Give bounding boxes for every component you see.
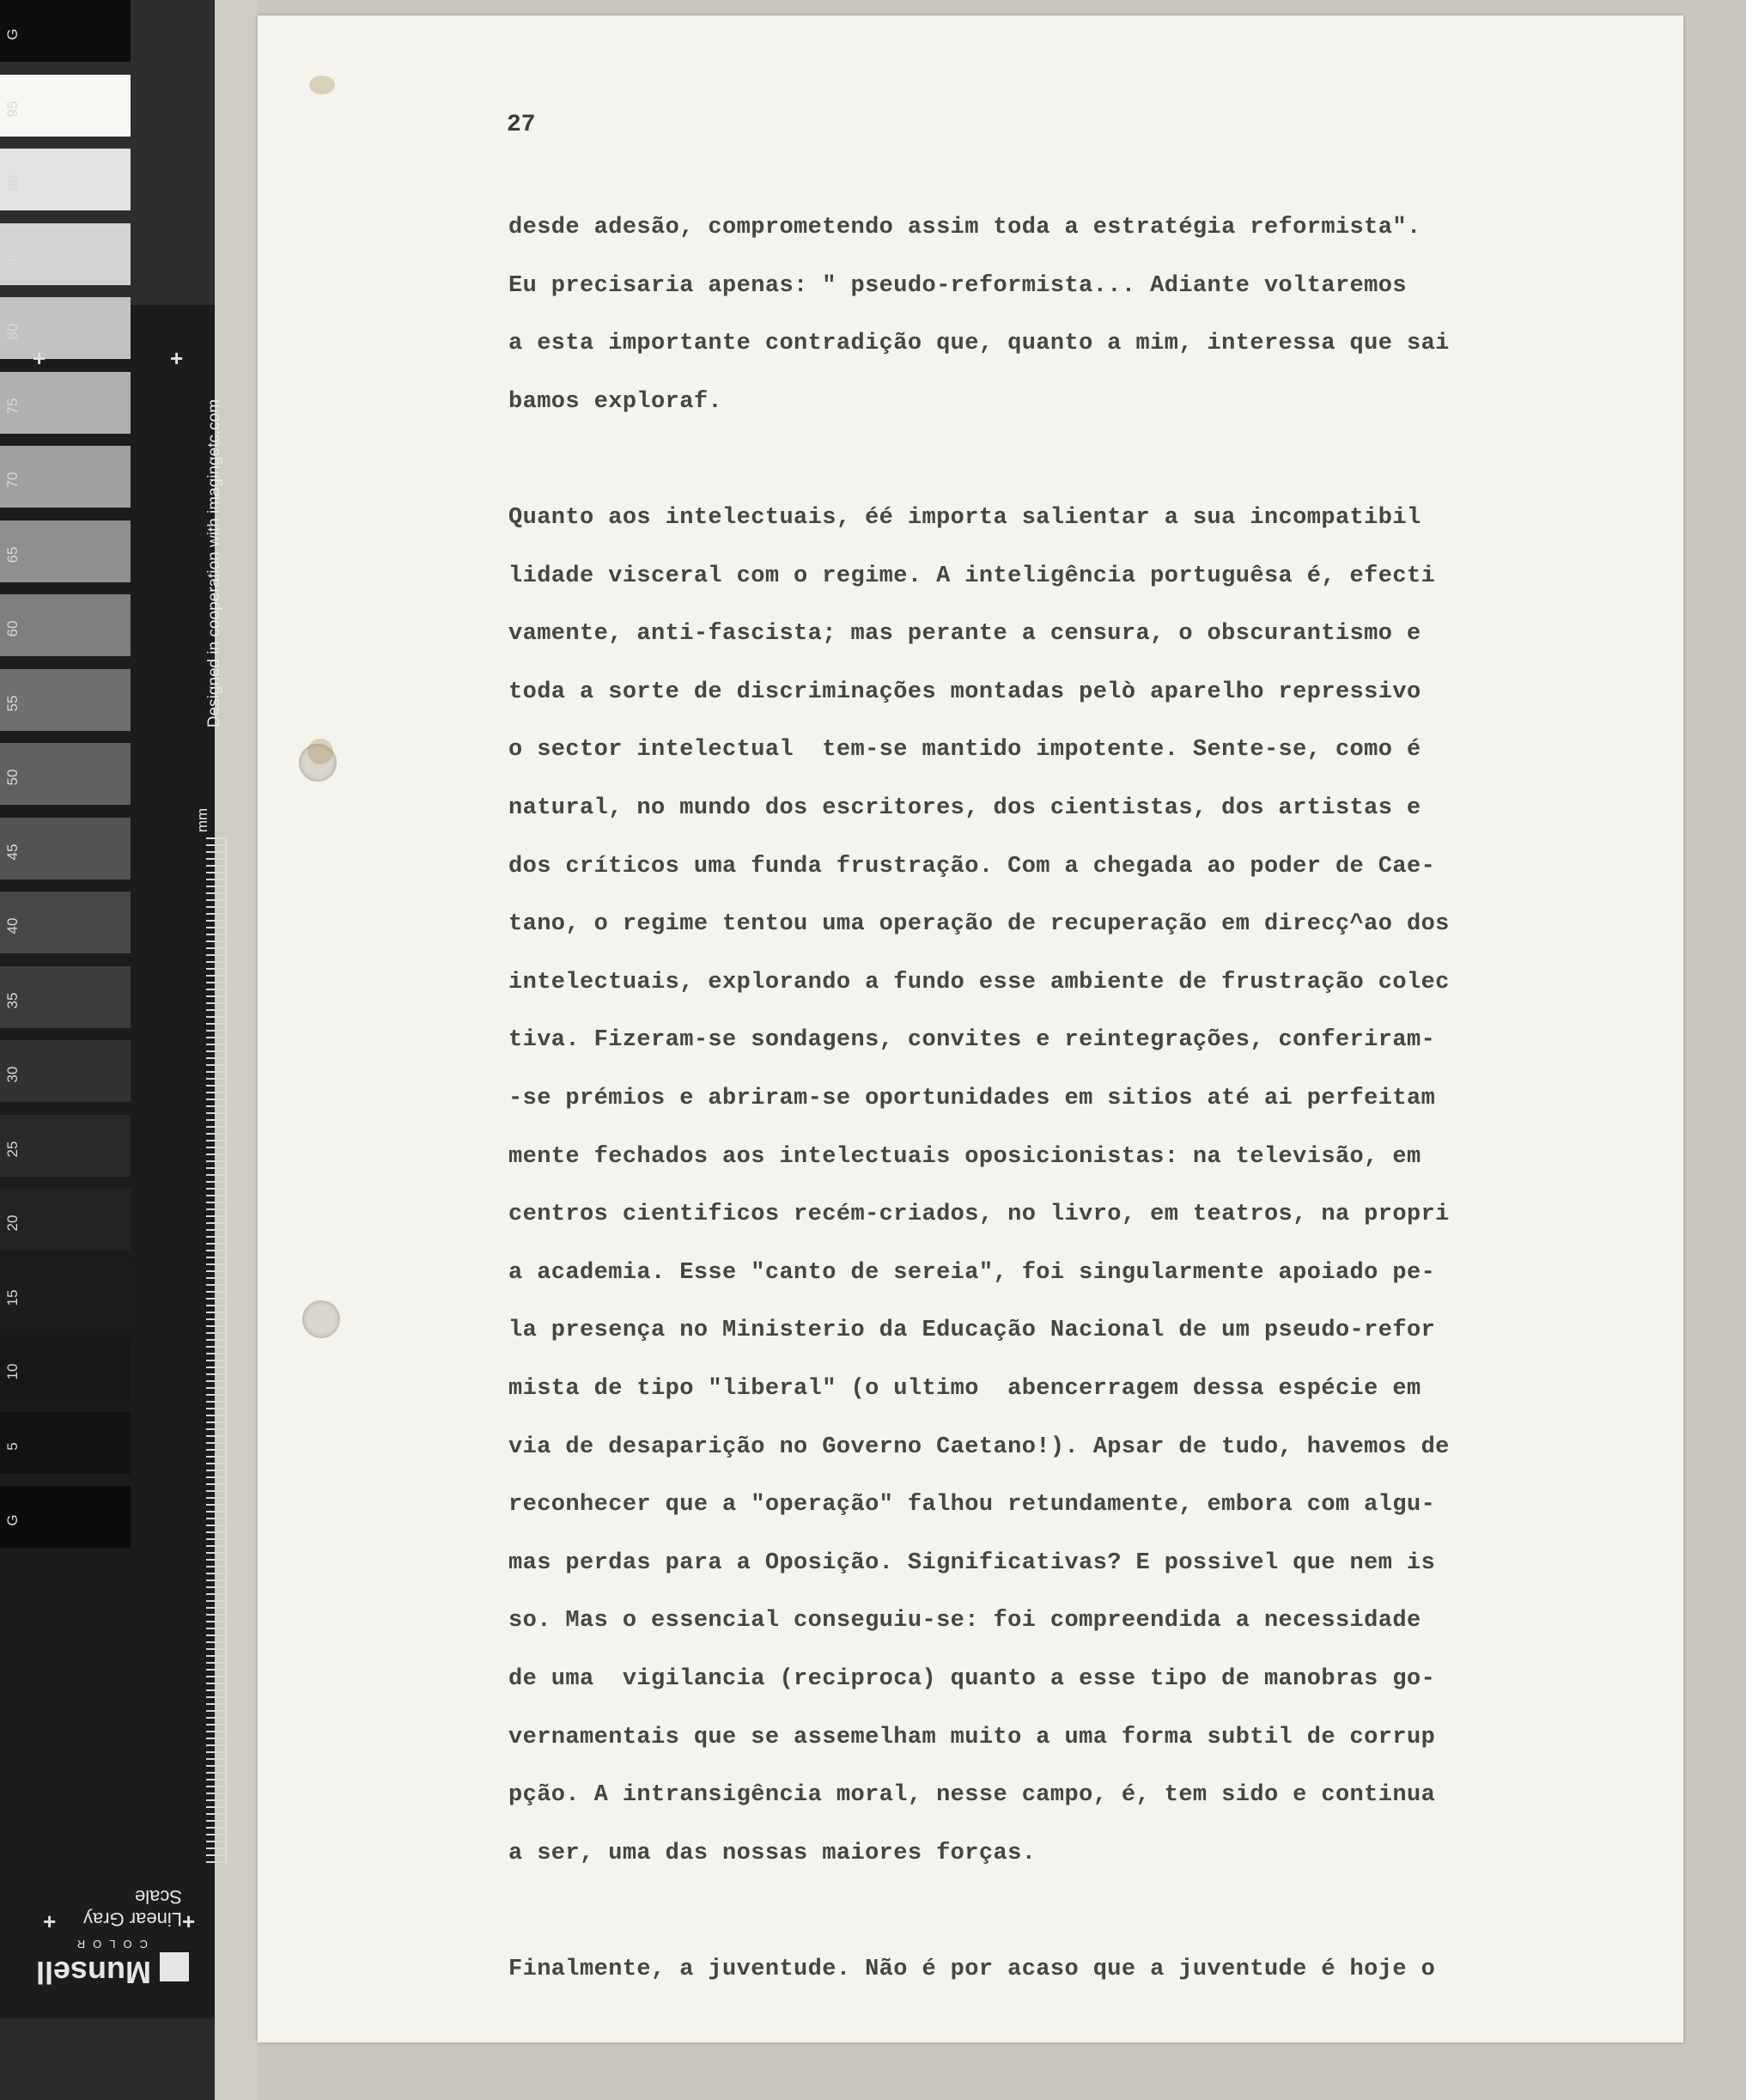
designed-in-cooperation-text: Designed in cooperation with imagingetc.com <box>205 399 223 728</box>
text-line: a academia. Esse "canto de sereia", foi singularmente apoiado pe- <box>508 1259 1436 1286</box>
paper-stain <box>307 739 333 764</box>
gray-scale-number: 20 <box>4 1214 21 1232</box>
gray-scale-number: 45 <box>4 843 21 860</box>
linear-gray-scale-title: Linear Gray Scale <box>83 1886 182 1930</box>
gray-scale-number: 30 <box>4 1066 21 1083</box>
mm-ruler-ticks <box>206 837 225 1864</box>
text-line: bamos exploraf. <box>508 388 723 415</box>
plus-mark-top-right: + <box>170 345 184 371</box>
gray-scale-number: 95 <box>4 100 21 117</box>
text-line: mista de tipo "liberal" (o ultimo abencerragem dessa espécie em <box>508 1376 1421 1402</box>
punch-hole-bottom <box>302 1300 340 1338</box>
munsell-brand-name: Munsell <box>35 1955 151 1990</box>
gray-scale-number: 80 <box>4 323 21 340</box>
text-line: so. Mas o essencial conseguiu-se: foi compreendida a necessidade <box>508 1608 1421 1634</box>
gray-scale-number: 10 <box>4 1363 21 1380</box>
text-line: o sector intelectual tem-se mantido impotente. Sente-se, como é <box>508 737 1421 764</box>
text-line: Quanto aos intelectuais, éé importa salientar a sua incompatibil <box>508 505 1421 531</box>
text-line: centros cientificos recém-criados, no livro, em teatros, na propri <box>508 1202 1450 1228</box>
text-line: de uma vigilancia (reciproca) quanto a esse tipo de manobras go- <box>508 1666 1436 1692</box>
gray-scale-number: 75 <box>4 398 21 414</box>
plus-mark-bottom-left: + <box>43 1908 57 1934</box>
text-line: dos críticos uma funda frustração. Com a chegada ao poder de Cae- <box>508 853 1436 880</box>
text-line: a esta importante contradição que, quanto a mim, interessa que sai <box>508 331 1450 357</box>
gray-scale-number: 35 <box>4 992 21 1008</box>
text-line: Eu precisaria apenas: " pseudo-reformista... Adiante voltaremos <box>508 272 1407 299</box>
text-line: -se prémios e abriram-se oportunidades em sitios até ai perfeitam <box>508 1086 1436 1111</box>
text-line: la presença no Ministerio da Educação Nacional de um pseudo-refor <box>508 1318 1436 1344</box>
text-line: via de desaparição no Governo Caetano!). Apsar de tudo, havemos de <box>508 1433 1450 1460</box>
text-line: toda a sorte de discriminações montadas pelò aparelho repressivo <box>508 679 1421 705</box>
gray-scale-number: 40 <box>4 917 21 934</box>
page-number: 27 <box>507 112 536 138</box>
gray-scale-number: 55 <box>4 695 21 711</box>
text-line: intelectuais, explorando a fundo esse ambiente de frustração colec <box>508 969 1450 995</box>
text-line: mas perdas para a Oposição. Significativas? E possivel que nem is <box>508 1549 1436 1576</box>
gray-scale-number: G <box>4 1514 21 1526</box>
text-line: mente fechados aos intelectuais oposicionistas: na televisão, em <box>508 1143 1421 1170</box>
text-line: a ser, uma das nossas maiores forças. <box>508 1840 1037 1866</box>
plus-mark-top-left: + <box>33 345 46 371</box>
text-line: desde adesão, comprometendo assim toda a estratégia reformista". <box>508 215 1421 240</box>
mm-unit-label: mm <box>194 807 211 833</box>
text-line: lidade visceral com o regime. A inteligência portuguêsa é, efecti <box>508 563 1436 589</box>
gray-scale-number: 50 <box>4 769 21 786</box>
text-line: pção. A intransigência moral, nesse campo, é, tem sido e continua <box>508 1782 1436 1809</box>
gray-scale-number: 90 <box>4 174 21 192</box>
text-line: vernamentais que se assemelham muito a uma forma subtil de corrup <box>508 1724 1436 1750</box>
gray-scale-number: G <box>4 28 21 40</box>
paper-stain <box>309 76 335 94</box>
text-line: Finalmente, a juventude. Não é por acaso que a juventude é hoje o <box>508 1957 1436 1982</box>
mm-ruler-line <box>225 837 228 1864</box>
text-line: vamente, anti-fascista; mas perante a censura, o obscurantismo e <box>508 621 1421 648</box>
gray-scale-number: 5 <box>4 1441 21 1451</box>
gray-scale-number: 15 <box>4 1289 21 1306</box>
munsell-brand-color: COLOR <box>69 1938 148 1951</box>
text-line: tiva. Fizeram-se sondagens, convites e reintegrações, conferiram- <box>508 1027 1436 1054</box>
text-line: natural, no mundo dos escritores, dos cientistas, dos artistas e <box>508 795 1421 821</box>
plus-mark-bottom-right: + <box>182 1908 196 1934</box>
text-line: reconhecer que a "operação" falhou retundamente, embora com algu- <box>508 1492 1436 1519</box>
munsell-brand-block <box>34 1886 189 1997</box>
gray-scale-number: 85 <box>4 249 21 265</box>
gray-scale-number: 25 <box>4 1141 21 1157</box>
gray-scale-number: 70 <box>4 472 21 489</box>
text-line: tano, o regime tentou uma operação de recuperação em direcç^ao dos <box>508 911 1450 938</box>
gray-scale-number: 60 <box>4 620 21 637</box>
gray-scale-number: 65 <box>4 546 21 563</box>
munsell-logo-icon <box>160 1952 189 1981</box>
